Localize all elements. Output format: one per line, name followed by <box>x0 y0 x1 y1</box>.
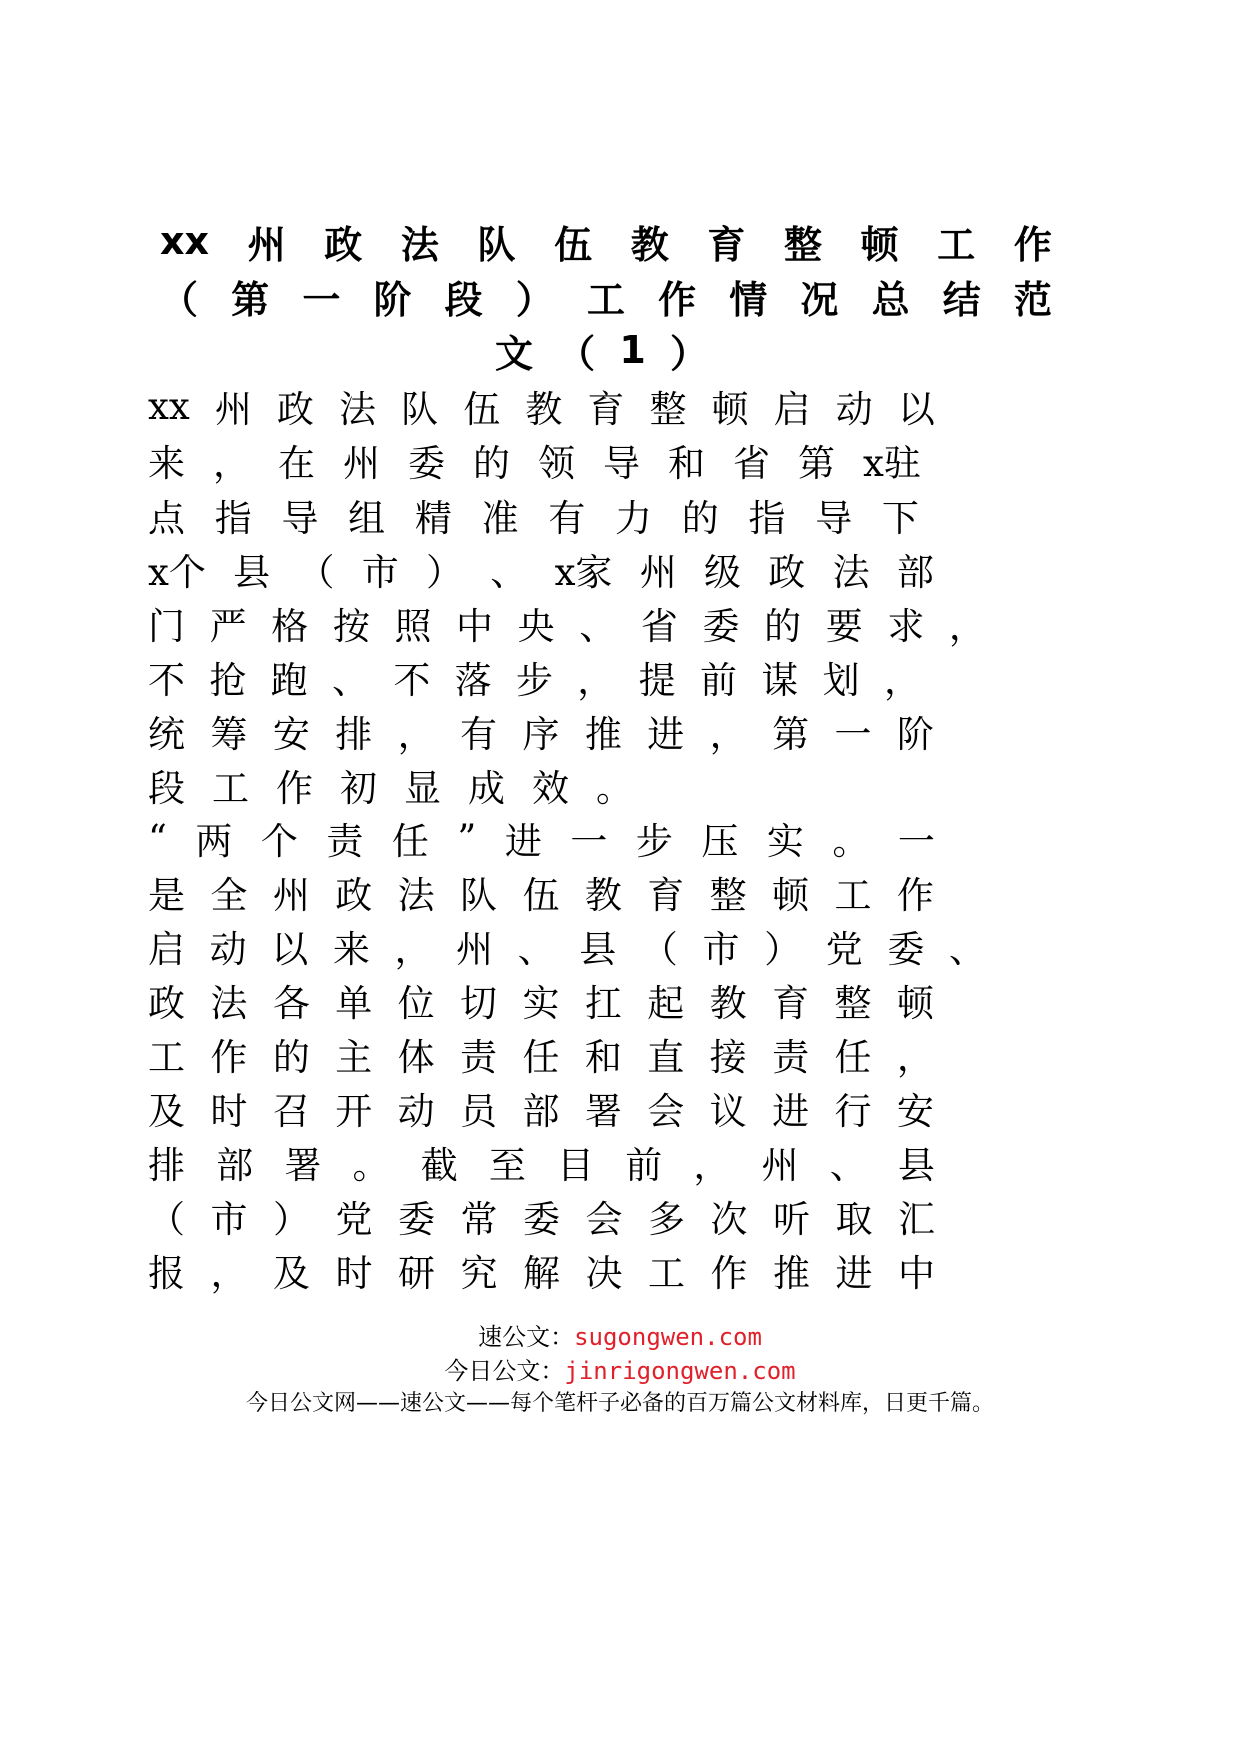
body-char: 听 <box>773 1198 810 1241</box>
body-char: ， <box>210 1252 248 1295</box>
body-char: ， <box>896 1036 934 1079</box>
body-char: 多 <box>648 1198 685 1241</box>
body-line <box>148 755 660 815</box>
body-char: 究 <box>460 1252 498 1295</box>
body-char: ） <box>273 1198 310 1241</box>
body-char: 级 <box>704 551 741 594</box>
title-char: 顿 <box>860 222 899 267</box>
body-line <box>148 1024 934 1084</box>
body-char: ， <box>397 713 435 756</box>
body-char: 在 <box>278 442 315 485</box>
body-char: 实 <box>766 820 804 863</box>
body-char: 安 <box>272 713 310 756</box>
title-char: 结 <box>942 277 981 322</box>
body-char: 作 <box>276 767 313 810</box>
body-char: 。 <box>832 820 870 863</box>
body-char: 、 <box>829 1144 867 1187</box>
body-line <box>148 647 921 707</box>
body-line <box>148 1078 934 1138</box>
body-char: 解 <box>523 1252 560 1295</box>
body-char: 阶 <box>896 713 934 756</box>
title-char: 伍 <box>554 222 593 267</box>
footer-jinrigongwen <box>0 1351 1240 1386</box>
body-char: 按 <box>332 605 370 648</box>
body-char: 一 <box>570 820 608 863</box>
title-char: 作 <box>1013 222 1052 267</box>
title-char: 第 <box>231 277 270 322</box>
body-char: 排 <box>335 713 373 756</box>
body-char: 安 <box>896 1090 934 1133</box>
title-char: 政 <box>324 222 363 267</box>
body-char: 以 <box>271 928 309 971</box>
body-char: 有 <box>548 497 586 540</box>
body-char: 主 <box>335 1036 373 1079</box>
title-char: 教 <box>630 222 669 267</box>
body-char: 的 <box>681 497 719 540</box>
body-char: 育 <box>772 982 810 1025</box>
body-char: 有 <box>460 713 498 756</box>
title-line-3 <box>495 320 708 380</box>
body-char: 、 <box>948 928 986 971</box>
body-char: 顿 <box>772 874 810 917</box>
body-char: 时 <box>210 1090 248 1133</box>
body-char: 整 <box>649 388 687 431</box>
body-char: 县 <box>233 551 271 594</box>
body-line <box>148 808 935 868</box>
body-char: 任 <box>391 820 429 863</box>
body-char: 以 <box>897 388 935 431</box>
body-char: 第 <box>798 442 835 485</box>
body-char: 任 <box>522 1036 560 1079</box>
body-char: 力 <box>615 497 653 540</box>
body-char: 员 <box>460 1090 498 1133</box>
body-char: 扛 <box>584 982 622 1025</box>
body-char: ， <box>577 659 615 702</box>
body-char: 的 <box>473 442 510 485</box>
title-char: 队 <box>477 222 516 267</box>
body-char: 工 <box>834 874 872 917</box>
body-char: 政 <box>276 388 314 431</box>
body-char: 责 <box>326 820 364 863</box>
title-line-2 <box>160 266 1052 326</box>
body-char: 动 <box>835 388 873 431</box>
title-char: xx <box>160 219 210 263</box>
body-line <box>148 916 986 976</box>
body-char: 。 <box>352 1144 390 1187</box>
body-char: 央 <box>517 605 555 648</box>
body-char: 启 <box>148 928 185 971</box>
body-char: 组 <box>348 497 386 540</box>
body-char: 进 <box>504 820 542 863</box>
body-char: 各 <box>272 982 310 1025</box>
body-char: 取 <box>835 1198 873 1241</box>
body-char: 州 <box>214 388 252 431</box>
body-char: 筹 <box>210 713 248 756</box>
body-char: 前 <box>699 659 737 702</box>
body-char: 作 <box>896 874 934 917</box>
body-char: 一 <box>834 713 872 756</box>
body-char: 、 <box>579 605 617 648</box>
body-char: 推 <box>584 713 622 756</box>
body-char: 省 <box>733 442 770 485</box>
body-char: （ <box>297 551 335 594</box>
body-char: 次 <box>710 1198 748 1241</box>
body-char: 及 <box>148 1090 185 1133</box>
title-char: 育 <box>707 222 746 267</box>
body-char: 进 <box>772 1090 810 1133</box>
body-char: 委 <box>523 1198 560 1241</box>
body-char: 精 <box>414 497 452 540</box>
body-char: 前 <box>625 1144 663 1187</box>
body-char: 会 <box>647 1090 685 1133</box>
body-char: 顿 <box>896 982 934 1025</box>
body-char: 法 <box>832 551 870 594</box>
title-char: 法 <box>400 222 439 267</box>
body-char: 落 <box>454 659 492 702</box>
body-char: 署 <box>284 1144 322 1187</box>
body-char: 工 <box>148 1036 185 1079</box>
body-char: 目 <box>557 1144 595 1187</box>
body-line <box>148 430 921 490</box>
body-char: 任 <box>834 1036 872 1079</box>
body-char: 步 <box>515 659 553 702</box>
body-char: 市 <box>361 551 399 594</box>
jinrigongwen-link[interactable]: jinrigongwen.com <box>564 1357 796 1385</box>
body-char: 两 <box>195 820 233 863</box>
body-char: 州 <box>639 551 677 594</box>
body-line <box>148 1240 935 1300</box>
title-char: 工 <box>937 222 976 267</box>
body-char: 指 <box>214 497 252 540</box>
body-char: 直 <box>647 1036 685 1079</box>
sugongwen-link[interactable]: sugongwen.com <box>574 1323 762 1351</box>
body-char: 决 <box>585 1252 623 1295</box>
footer-sugongwen <box>0 1317 1240 1352</box>
title-char: 情 <box>729 277 768 322</box>
jinrigongwen-label: 今日公文： <box>444 1357 565 1385</box>
body-char: 政 <box>335 874 373 917</box>
title-char: 整 <box>784 222 823 267</box>
body-char: 委 <box>408 442 445 485</box>
body-char: 是 <box>148 874 185 917</box>
sugongwen-label: 速公文： <box>478 1323 575 1351</box>
body-char: 领 <box>538 442 575 485</box>
title-char: 况 <box>800 277 839 322</box>
body-char: 顿 <box>711 388 749 431</box>
body-char: 个 <box>260 820 298 863</box>
body-char: 政 <box>768 551 806 594</box>
body-char: 教 <box>525 388 563 431</box>
body-char: 求 <box>887 605 925 648</box>
body-char: 队 <box>401 388 439 431</box>
body-char: 中 <box>898 1252 935 1295</box>
body-char: 下 <box>881 497 919 540</box>
body-char: 推 <box>773 1252 810 1295</box>
body-char: 段 <box>148 767 185 810</box>
body-char: 单 <box>335 982 373 1025</box>
body-char: 位 <box>397 982 435 1025</box>
body-char: 州 <box>272 874 310 917</box>
body-char: 及 <box>273 1252 310 1295</box>
body-char: 汇 <box>898 1198 935 1241</box>
body-char: 导 <box>281 497 319 540</box>
body-char: 不 <box>393 659 431 702</box>
body-line <box>148 593 986 653</box>
title-char: 1 <box>619 328 646 372</box>
body-char: 动 <box>209 928 247 971</box>
body-char: 工 <box>212 767 249 810</box>
body-char: 准 <box>481 497 519 540</box>
body-line <box>148 1186 935 1246</box>
body-char: 市 <box>702 928 740 971</box>
body-char: 育 <box>587 388 625 431</box>
body-char: 门 <box>148 605 185 648</box>
body-char: 步 <box>635 820 673 863</box>
body-char: （ <box>148 1198 185 1241</box>
body-char: 党 <box>335 1198 373 1241</box>
body-char: 进 <box>835 1252 873 1295</box>
body-line <box>148 1132 935 1192</box>
body-char: 党 <box>825 928 863 971</box>
body-char: 伍 <box>522 874 560 917</box>
body-char: 初 <box>340 767 377 810</box>
body-char: 。 <box>596 767 633 810</box>
body-char: 、 <box>331 659 369 702</box>
title-char: 总 <box>871 277 910 322</box>
body-char: ” <box>457 816 477 860</box>
title-char: 范 <box>1013 277 1052 322</box>
title-char: 段 <box>444 277 483 322</box>
body-char: 至 <box>488 1144 526 1187</box>
body-char: 和 <box>584 1036 622 1079</box>
body-char: 部 <box>522 1090 560 1133</box>
body-char: （ <box>640 928 678 971</box>
body-char: 整 <box>709 874 747 917</box>
body-line <box>148 862 934 922</box>
body-char: 启 <box>773 388 811 431</box>
body-char: 导 <box>603 442 640 485</box>
body-char: ， <box>693 1144 731 1187</box>
body-char: 中 <box>456 605 494 648</box>
body-char: 跑 <box>270 659 308 702</box>
body-line <box>148 701 934 761</box>
body-char: 抢 <box>209 659 247 702</box>
body-char: “ <box>148 816 167 860</box>
body-char: 召 <box>272 1090 310 1133</box>
body-char: 教 <box>584 874 622 917</box>
body-char: 议 <box>709 1090 747 1133</box>
body-char: 省 <box>640 605 678 648</box>
title-char: 作 <box>658 277 697 322</box>
body-line <box>148 376 935 436</box>
body-char: 截 <box>420 1144 458 1187</box>
body-char: 县 <box>897 1144 935 1187</box>
body-char: 责 <box>772 1036 810 1079</box>
body-char: 要 <box>825 605 863 648</box>
body-char: 不 <box>148 659 185 702</box>
body-char: 压 <box>701 820 739 863</box>
body-char: 格 <box>271 605 309 648</box>
body-char: 起 <box>647 982 685 1025</box>
title-char: 州 <box>247 222 286 267</box>
body-char: 接 <box>709 1036 747 1079</box>
body-char: x驻 <box>863 442 921 485</box>
body-char: 谋 <box>761 659 799 702</box>
body-char: 常 <box>460 1198 498 1241</box>
body-char: 队 <box>460 874 498 917</box>
body-char: ， <box>213 442 250 485</box>
title-char: 阶 <box>373 277 412 322</box>
body-char: 动 <box>397 1090 435 1133</box>
body-char: 报 <box>148 1252 185 1295</box>
body-char: 州 <box>761 1144 799 1187</box>
body-char: 划 <box>822 659 860 702</box>
body-char: 实 <box>522 982 560 1025</box>
body-char: 作 <box>710 1252 748 1295</box>
body-char: 严 <box>209 605 247 648</box>
title-char: （ <box>557 331 596 376</box>
title-char: ） <box>515 277 554 322</box>
body-line <box>148 970 934 1030</box>
body-char: ， <box>948 605 986 648</box>
title-char: ） <box>669 331 708 376</box>
body-char: 县 <box>579 928 617 971</box>
body-char: 提 <box>638 659 676 702</box>
body-char: 整 <box>834 982 872 1025</box>
body-char: 排 <box>148 1144 185 1187</box>
body-char: 、 <box>517 928 555 971</box>
body-char: 责 <box>460 1036 498 1079</box>
body-line <box>148 539 934 599</box>
body-char: 州 <box>343 442 380 485</box>
title-line-1 <box>160 211 1052 271</box>
body-char: 署 <box>584 1090 622 1133</box>
body-char: 点 <box>148 497 185 540</box>
body-char: 、 <box>490 551 528 594</box>
body-char: ， <box>394 928 432 971</box>
body-char: 开 <box>335 1090 373 1133</box>
footer-slogan: 今日公文网——速公文——每个笔杆子必备的百万篇公文材料库，日更千篇。 <box>245 1391 994 1416</box>
body-char: 的 <box>272 1036 310 1079</box>
body-char: 部 <box>216 1144 254 1187</box>
body-char: ， <box>709 713 747 756</box>
body-char: 体 <box>397 1036 435 1079</box>
title-char: 文 <box>495 331 534 376</box>
body-char: ） <box>426 551 463 594</box>
body-line <box>148 485 919 545</box>
body-char: 进 <box>647 713 685 756</box>
body-char: 第 <box>772 713 810 756</box>
body-char: 全 <box>210 874 248 917</box>
title-char: 工 <box>586 277 625 322</box>
body-char: 州 <box>456 928 494 971</box>
body-char: 会 <box>585 1198 623 1241</box>
body-char: 法 <box>397 874 435 917</box>
body-char: 的 <box>764 605 802 648</box>
body-char: 法 <box>210 982 248 1025</box>
body-char: 指 <box>748 497 786 540</box>
body-char: 统 <box>148 713 185 756</box>
body-char: xx <box>148 384 190 428</box>
body-char: 照 <box>394 605 432 648</box>
title-char: 一 <box>302 277 341 322</box>
title-char: （ <box>160 277 199 322</box>
body-char: 委 <box>702 605 740 648</box>
body-char: 教 <box>709 982 747 1025</box>
body-char: x个 <box>148 551 206 594</box>
body-char: 委 <box>887 928 925 971</box>
body-char: 成 <box>468 767 505 810</box>
body-char: 来 <box>332 928 370 971</box>
body-char: 序 <box>522 713 560 756</box>
body-char: 切 <box>460 982 498 1025</box>
body-char: 育 <box>647 874 685 917</box>
body-char: 效 <box>532 767 569 810</box>
body-char: ， <box>883 659 921 702</box>
body-char: 市 <box>210 1198 248 1241</box>
body-char: x家 <box>554 551 613 594</box>
body-char: 部 <box>896 551 934 594</box>
body-char: 政 <box>148 982 185 1025</box>
body-char: 显 <box>404 767 441 810</box>
body-char: 伍 <box>463 388 501 431</box>
body-char: 工 <box>648 1252 685 1295</box>
body-char: ） <box>764 928 802 971</box>
body-char: 时 <box>335 1252 373 1295</box>
body-char: 行 <box>834 1090 872 1133</box>
body-char: 委 <box>398 1198 435 1241</box>
body-char: 研 <box>398 1252 435 1295</box>
body-char: 一 <box>897 820 935 863</box>
body-char: 来 <box>148 442 185 485</box>
body-char: 和 <box>668 442 705 485</box>
body-char: 法 <box>339 388 377 431</box>
body-char: 作 <box>210 1036 248 1079</box>
body-char: 导 <box>815 497 853 540</box>
